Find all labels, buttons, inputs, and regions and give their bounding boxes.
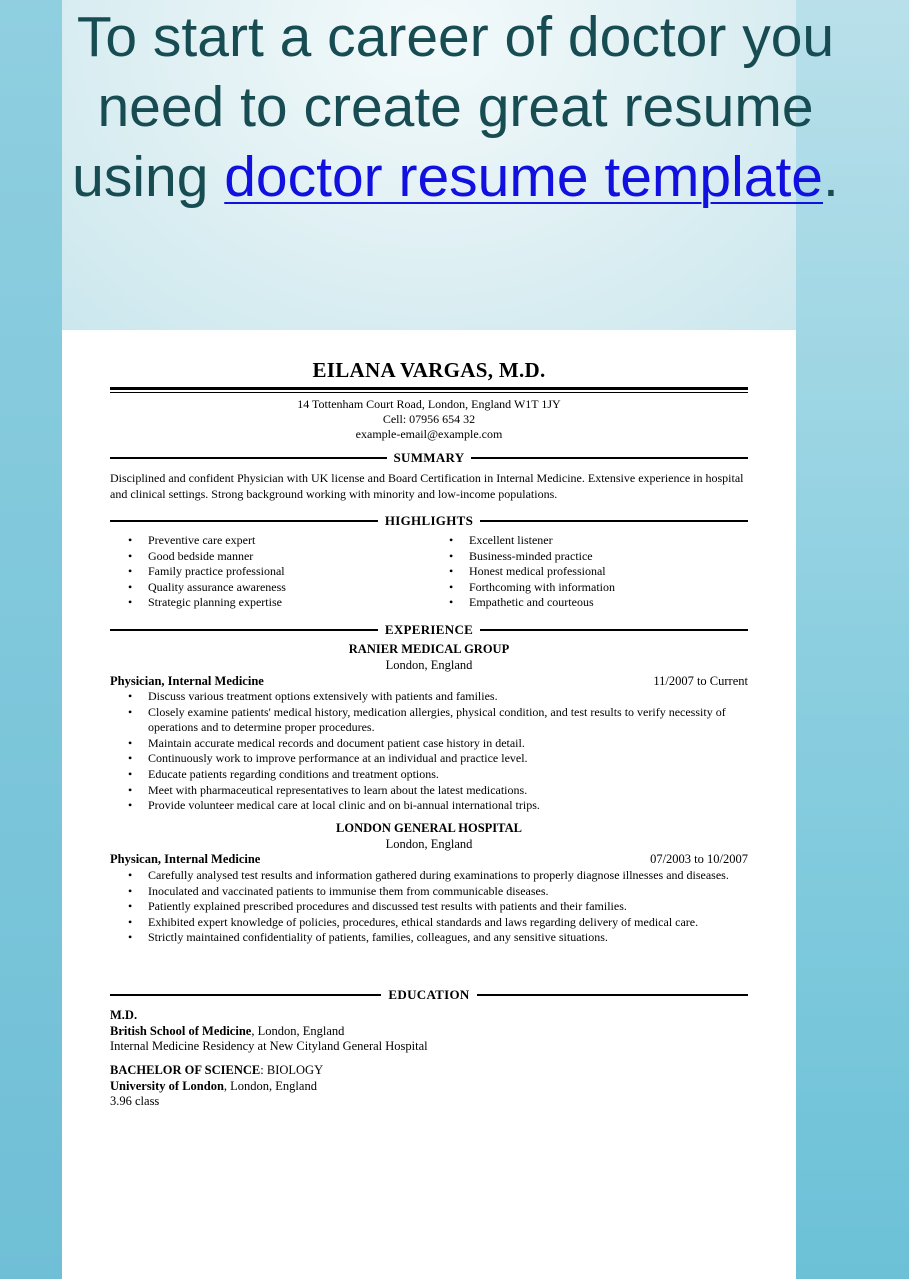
list-item: • Family practice professional	[110, 564, 430, 580]
section-rule	[110, 520, 378, 522]
summary-text: Disciplined and confident Physician with UK license and Board Certification in Internal Medicine. Extensive experience in hospital and clinical settings. Strong background working with minority and low-income populations.	[110, 471, 744, 501]
contact-address: 14 Tottenham Court Road, London, England W1T 1JY	[297, 397, 561, 411]
education-entry-1	[110, 1008, 748, 1055]
list-item: • Quality assurance awareness	[110, 580, 430, 596]
education-1-school: British School of Medicine	[110, 1023, 252, 1038]
job-2-position: Physican, Internal Medicine	[110, 852, 261, 866]
job-1-location: London, England	[385, 657, 473, 672]
education-entry-2	[110, 1063, 748, 1110]
list-item: • Provide volunteer medical care at local clinic and on bi-annual international trips.	[110, 798, 748, 814]
job-2-employer-block	[110, 821, 748, 852]
experience-heading	[110, 621, 748, 639]
list-item: • Closely examine patients' medical history, medication allergies, physical condition, and test results to verify necessity of operations and to determine proper procedures.	[110, 705, 748, 736]
education-title: EDUCATION	[388, 987, 470, 1002]
education-1-degree: M.D.	[110, 1008, 138, 1022]
resume-document	[62, 330, 796, 1279]
list-item: • Forthcoming with information	[431, 580, 751, 596]
section-rule	[110, 994, 381, 996]
list-item: • Carefully analysed test results and information gathered during examinations to properly diagnose illnesses and diseases.	[110, 868, 748, 884]
job-1-title-row	[110, 674, 748, 689]
job-2-title-row	[110, 852, 748, 867]
education-1-detail: Internal Medicine Residency at New Cityland General Hospital	[110, 1039, 428, 1053]
name-rule-thin	[110, 392, 748, 393]
summary-title: SUMMARY	[393, 450, 465, 465]
section-rule	[477, 994, 748, 996]
headline-period: .	[823, 145, 839, 209]
education-1-school-location: , London, England	[251, 1023, 345, 1038]
list-item: • Discuss various treatment options extensively with patients and families.	[110, 689, 748, 705]
contact-cell: Cell: 07956 654 32	[382, 412, 476, 426]
list-item: • Inoculated and vaccinated patients to immunise them from communicable diseases.	[110, 884, 748, 900]
resume-name: EILANA VARGAS, M.D.	[312, 358, 546, 382]
doctor-resume-template-link[interactable]: doctor resume template	[224, 145, 824, 209]
list-item: • Strategic planning expertise	[110, 595, 430, 611]
list-item: • Excellent listener	[431, 533, 751, 549]
job-2-employer: LONDON GENERAL HOSPITAL	[336, 821, 522, 835]
job-1-employer-block	[110, 642, 748, 673]
education-1-school-line	[110, 1024, 748, 1040]
job-1-position: Physician, Internal Medicine	[110, 674, 264, 688]
list-item: • Meet with pharmaceutical representatives to learn about the latest medications.	[110, 783, 748, 799]
list-item: • Maintain accurate medical records and document patient case history in detail.	[110, 736, 748, 752]
job-2-location: London, England	[385, 836, 473, 851]
headline	[62, 2, 849, 212]
list-item: • Strictly maintained confidentiality of patients, families, colleagues, and any sensitive situations.	[110, 930, 748, 946]
section-rule	[480, 520, 748, 522]
name-rule-thick	[110, 387, 748, 390]
list-item: • Patiently explained prescribed procedures and discussed test results with patients and their families.	[110, 899, 748, 915]
job-2-bullets	[110, 868, 748, 946]
list-item: • Continuously work to improve performance at an individual and practice level.	[110, 751, 748, 767]
job-1-employer: RANIER MEDICAL GROUP	[348, 642, 510, 656]
highlights-right-list	[431, 533, 751, 611]
job-1-bullets	[110, 689, 748, 814]
list-item: • Exhibited expert knowledge of policies, procedures, ethical standards and laws regarding delivery of medical care.	[110, 915, 748, 931]
section-rule	[110, 629, 378, 631]
highlights-title: HIGHLIGHTS	[384, 513, 474, 528]
section-rule	[471, 457, 748, 459]
education-2-school-line	[110, 1079, 748, 1095]
job-1-dates: 11/2007 to Current	[653, 674, 748, 688]
education-2-detail: 3.96 class	[110, 1094, 160, 1108]
list-item: • Business-minded practice	[431, 549, 751, 565]
education-2-school: University of London	[110, 1078, 224, 1093]
list-item: • Preventive care expert	[110, 533, 430, 549]
list-item: • Honest medical professional	[431, 564, 751, 580]
section-rule	[480, 629, 748, 631]
summary-heading	[110, 449, 748, 467]
education-2-school-location: , London, England	[223, 1078, 317, 1093]
education-2-degree-line	[110, 1063, 748, 1079]
experience-title: EXPERIENCE	[384, 622, 474, 637]
headline-text: To start a career of doctor you need to create great resume using	[72, 5, 835, 209]
education-heading	[110, 986, 748, 1004]
highlights-heading	[110, 512, 748, 530]
list-item: • Educate patients regarding conditions and treatment options.	[110, 767, 748, 783]
contact-block	[110, 397, 748, 442]
education-2-degree-suffix: : BIOLOGY	[260, 1063, 324, 1077]
job-2-dates: 07/2003 to 10/2007	[650, 852, 748, 866]
section-rule	[110, 457, 387, 459]
contact-email: example-email@example.com	[355, 427, 503, 441]
list-item: • Empathetic and courteous	[431, 595, 751, 611]
list-item: • Good bedside manner	[110, 549, 430, 565]
education-2-degree: BACHELOR OF SCIENCE	[110, 1063, 261, 1077]
highlights-left-list	[110, 533, 430, 611]
background-left-band	[0, 0, 62, 1279]
